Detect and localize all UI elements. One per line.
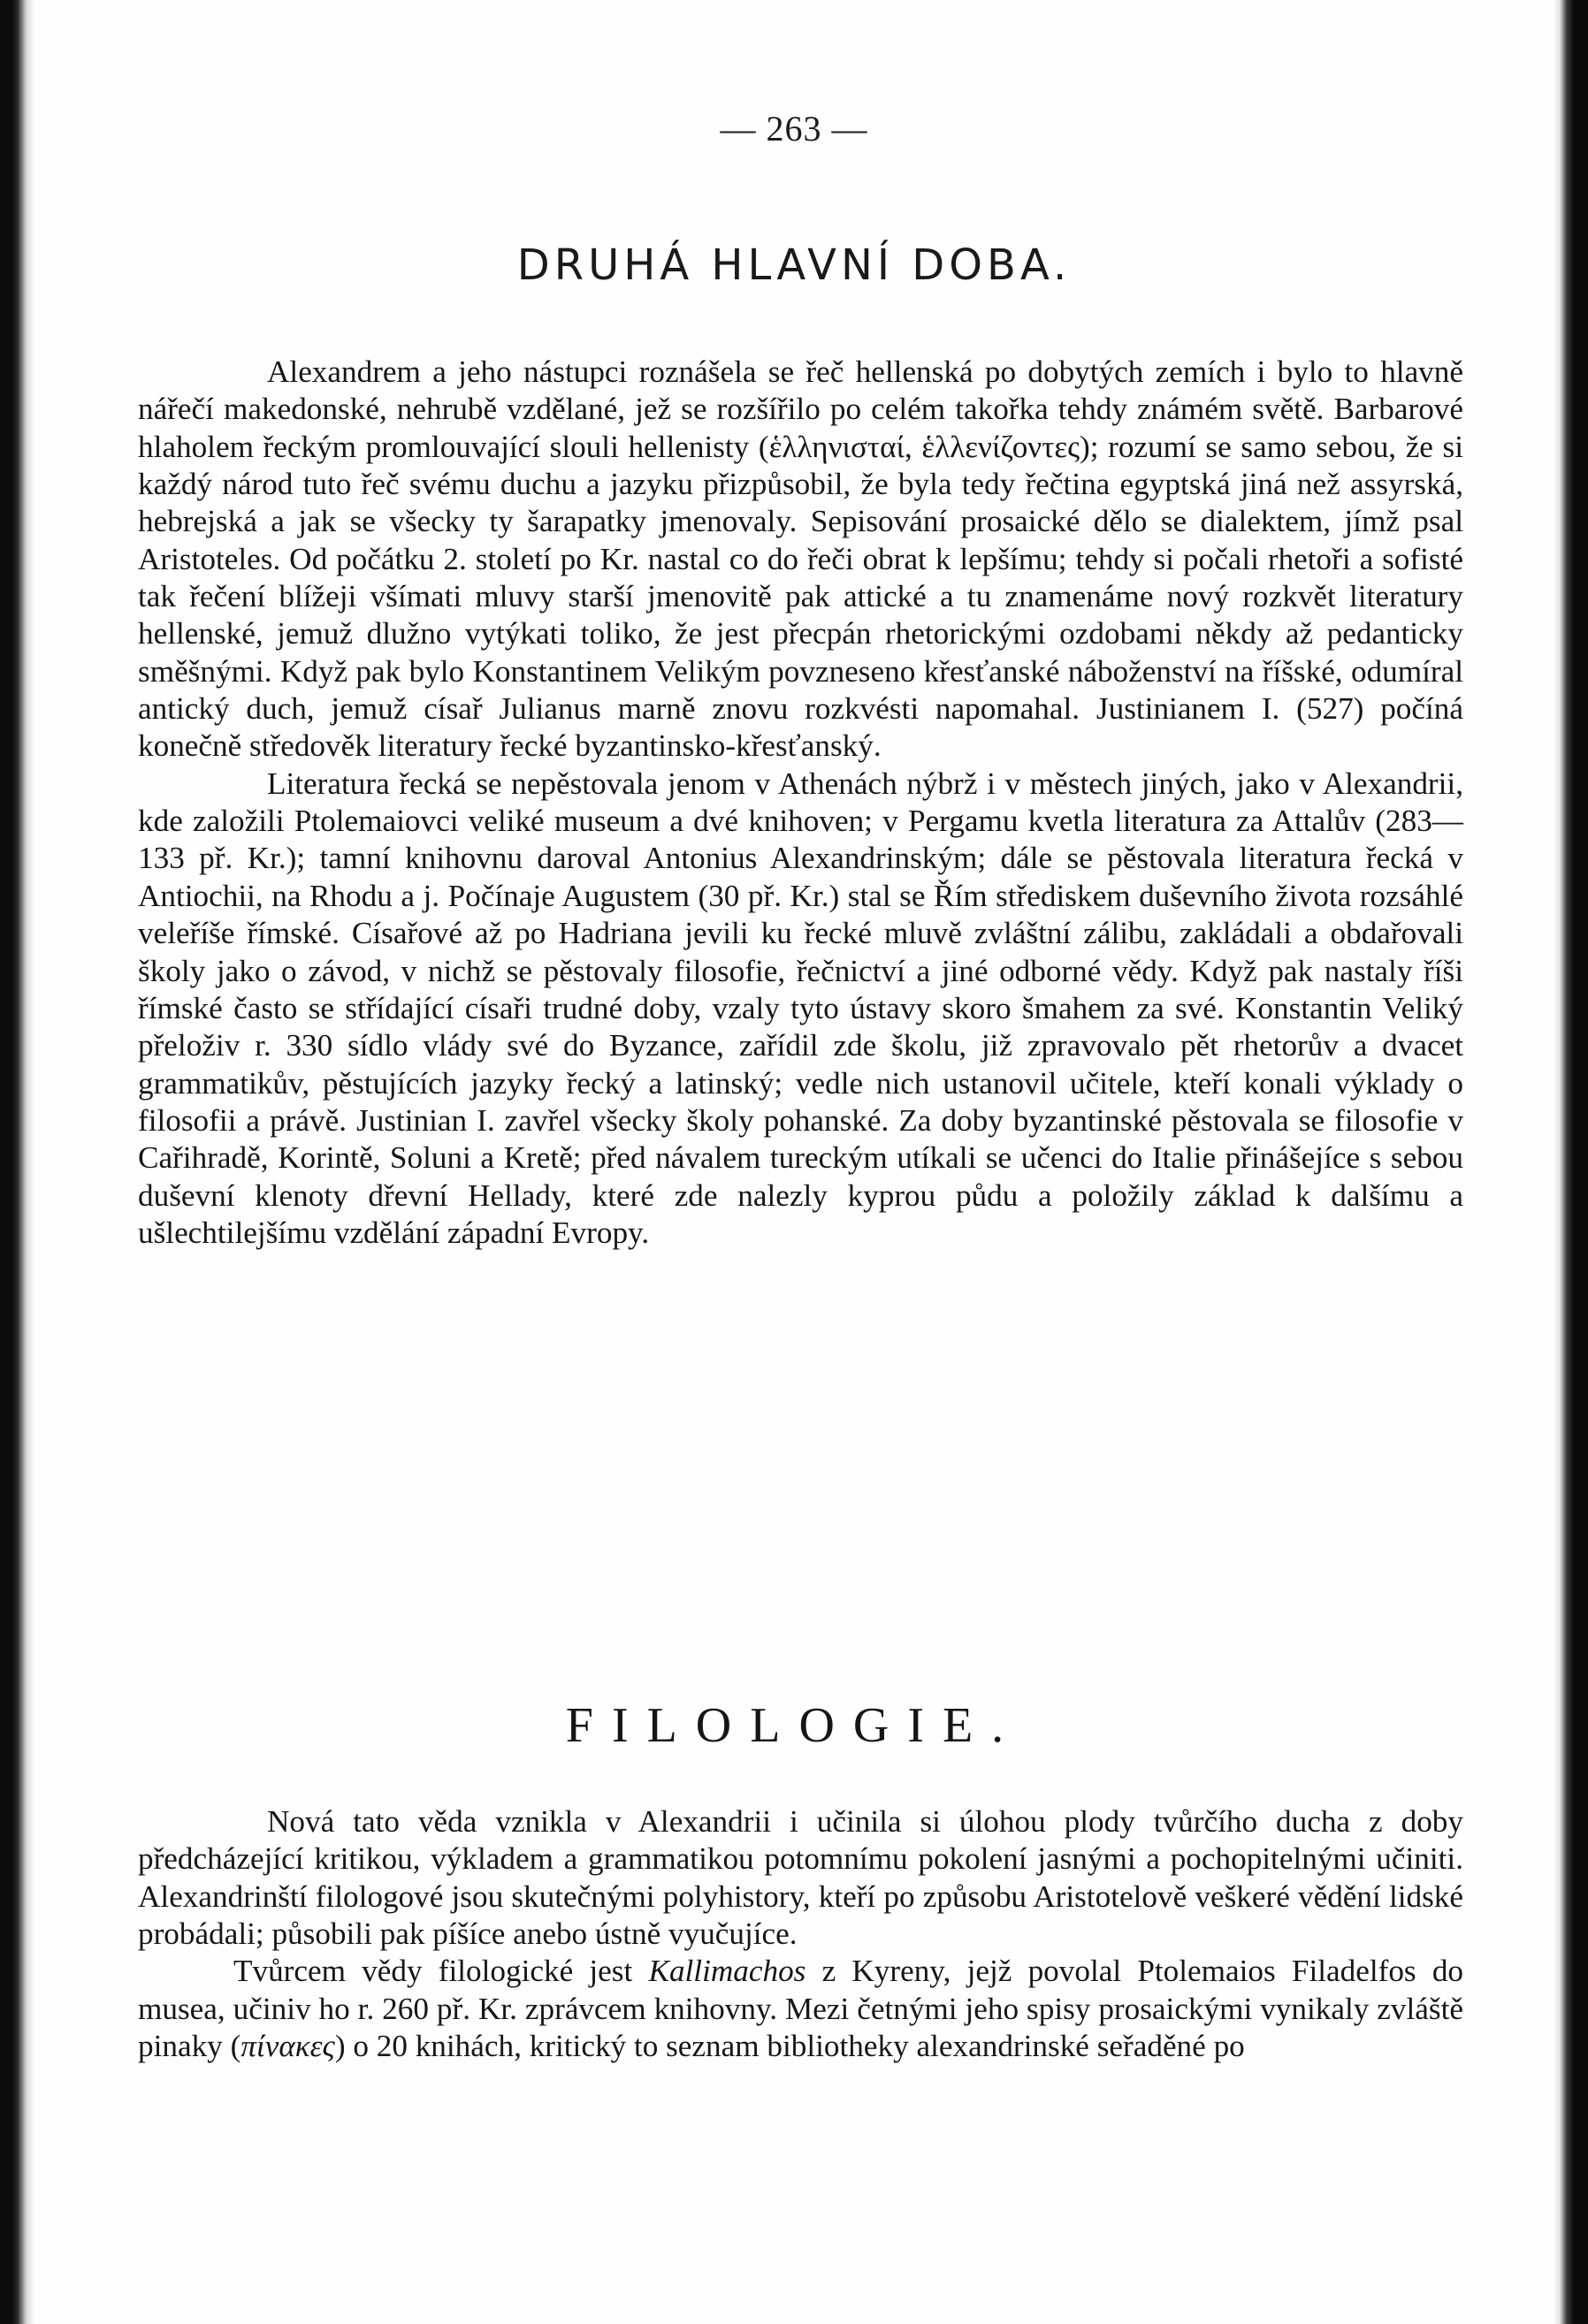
page-number: — 263 — <box>720 109 868 149</box>
paragraph-text-middle: z Kyreny, jejž povolal Ptolemaios Filadelfos do musea, učiniv ho r. 260 př. Kr. zprávcem knihovny. Mezi četnými jeho spisy prosaickými vynikaly zvláště pinaky ( <box>138 1954 1464 2064</box>
section1-paragraph-2: Literatura řecká se nepěstovala jenom v Athenách nýbrž i v městech jiných, jako v Alexandrii, kde založili Ptolemaiovci veliké museum a dvé knihoven; v Pergamu kvetla literatura za Attalův (283—133 př. Kr.); tamní knihovnu daroval Antonius Alexandrinským; dále se pěstovala literatura řecká v Antiochii, na Rhodu a j. Počínaje Augustem (30 př. Kr.) stal se Řím střediskem duševního života rozsáhlé veleříše římské. Císařové až po Hadriana jevili ku řecké mluvě zvláštní zálibu, zakládali a obdařovali školy jako o závod, v nichž se pěstovaly filosofie, řečnictví a jiné odborné vědy. Když pak nastaly říši římské často se střídající císaři trudné doby, vzaly tyto ústavy skoro šmahem za své. Konstantin Veliký přeloživ r. 330 sídlo vlády své do Byzance, zařídil zde školu, již zpravovalo pět rhetorův a dvacet grammatikův, pěstujících jazyky řecký a latinský; vedle nich ustanovil učitele, kteří konali výklady o filosofii a právě. Justinian I. zavřel všecky školy pohanské. Za doby byzantinské pěstovala se filosofie v Cařihradě, Korintě, Soluni a Kretě; před návalem tureckým utíkali se učenci do Italie přinášejíce s sebou duševní klenoty dřevní Hellady, které zde nalezly kyprou půdu a položily základ k dalšímu a ušlechtilejšímu vzdělání západní Evropy. <box>138 766 1463 1250</box>
scan-right-edge <box>1553 0 1588 2324</box>
book-page <box>35 0 1553 2324</box>
greek-term-pinakes: πίνακες <box>240 2029 335 2064</box>
section2-paragraph-2 <box>138 1953 1463 2065</box>
author-name-kallimachos: Kallimachos <box>648 1954 806 1989</box>
section2-body <box>138 1803 1463 2065</box>
section2-paragraph-1: Nová tato věda vznikla v Alexandrii i učinila si úlohou plody tvůrčího ducha z doby předcházející kritikou, výkladem a grammatikou potomnímu pokolení jasnými a pochopitelnými učiniti. Alexandrinští filologové jsou skutečnými polyhistory, kteří po způsobu Aristotelově veškeré vědění lidské probádali; působili pak píšíce anebo ústně vyučujíce. <box>138 1804 1463 1952</box>
section-heading-filologie: FILOLOGIE. <box>565 1698 1023 1753</box>
scan-left-edge <box>0 0 35 2324</box>
section1-paragraph-1: Alexandrem a jeho nástupci roznášela se řeč hellenská po dobytých zemích i bylo to hlavně nářečí makedonské, nehrubě vzdělané, jež se rozšířilo po celém takořka tehdy známém světě. Barbarové hlaholem řeckým promlouvající slouli hellenisty (ἑλληνισταί, ἑλλενίζοντες); rozumí se samo sebou, že si každý národ tuto řeč svému duchu a jazyku přizpůsobil, že byla tedy řečtina egyptská jiná než assyrská, hebrejská a jak se všecky ty šarapatky jmenovaly. Sepisování prosaické dělo se dialektem, jímž psal Aristoteles. Od počátku 2. století po Kr. nastal co do řeči obrat k lepšímu; tehdy si počali rhetoři a sofisté tak řečení blížeji všímati mluvy starší jmenovitě pak attické a tu znamenáme nový rozkvět literatury hellenské, jemuž dlužno vytýkati toliko, že jest přecpán rhetorickými ozdobami někdy až pedanticky směšnými. Když pak bylo Konstantinem Velikým povzneseno křesťanské náboženství na říšské, odumíral antický duch, jemuž císař Julianus marně znovu rozkvésti napomahal. Justinianem I. (527) počíná konečně středověk literatury řecké byzantinsko-křesťanský. <box>138 354 1463 764</box>
section1-body <box>138 354 1463 1252</box>
paragraph-text-start: Tvůrcem vědy filologické jest <box>233 1954 649 1989</box>
section-heading-druha-hlavni-doba: DRUHÁ HLAVNÍ DOBA. <box>516 240 1072 290</box>
paragraph-text-end: ) o 20 knihách, kritický to seznam bibliotheky alexandrinské seřaděné po <box>334 2029 1245 2064</box>
